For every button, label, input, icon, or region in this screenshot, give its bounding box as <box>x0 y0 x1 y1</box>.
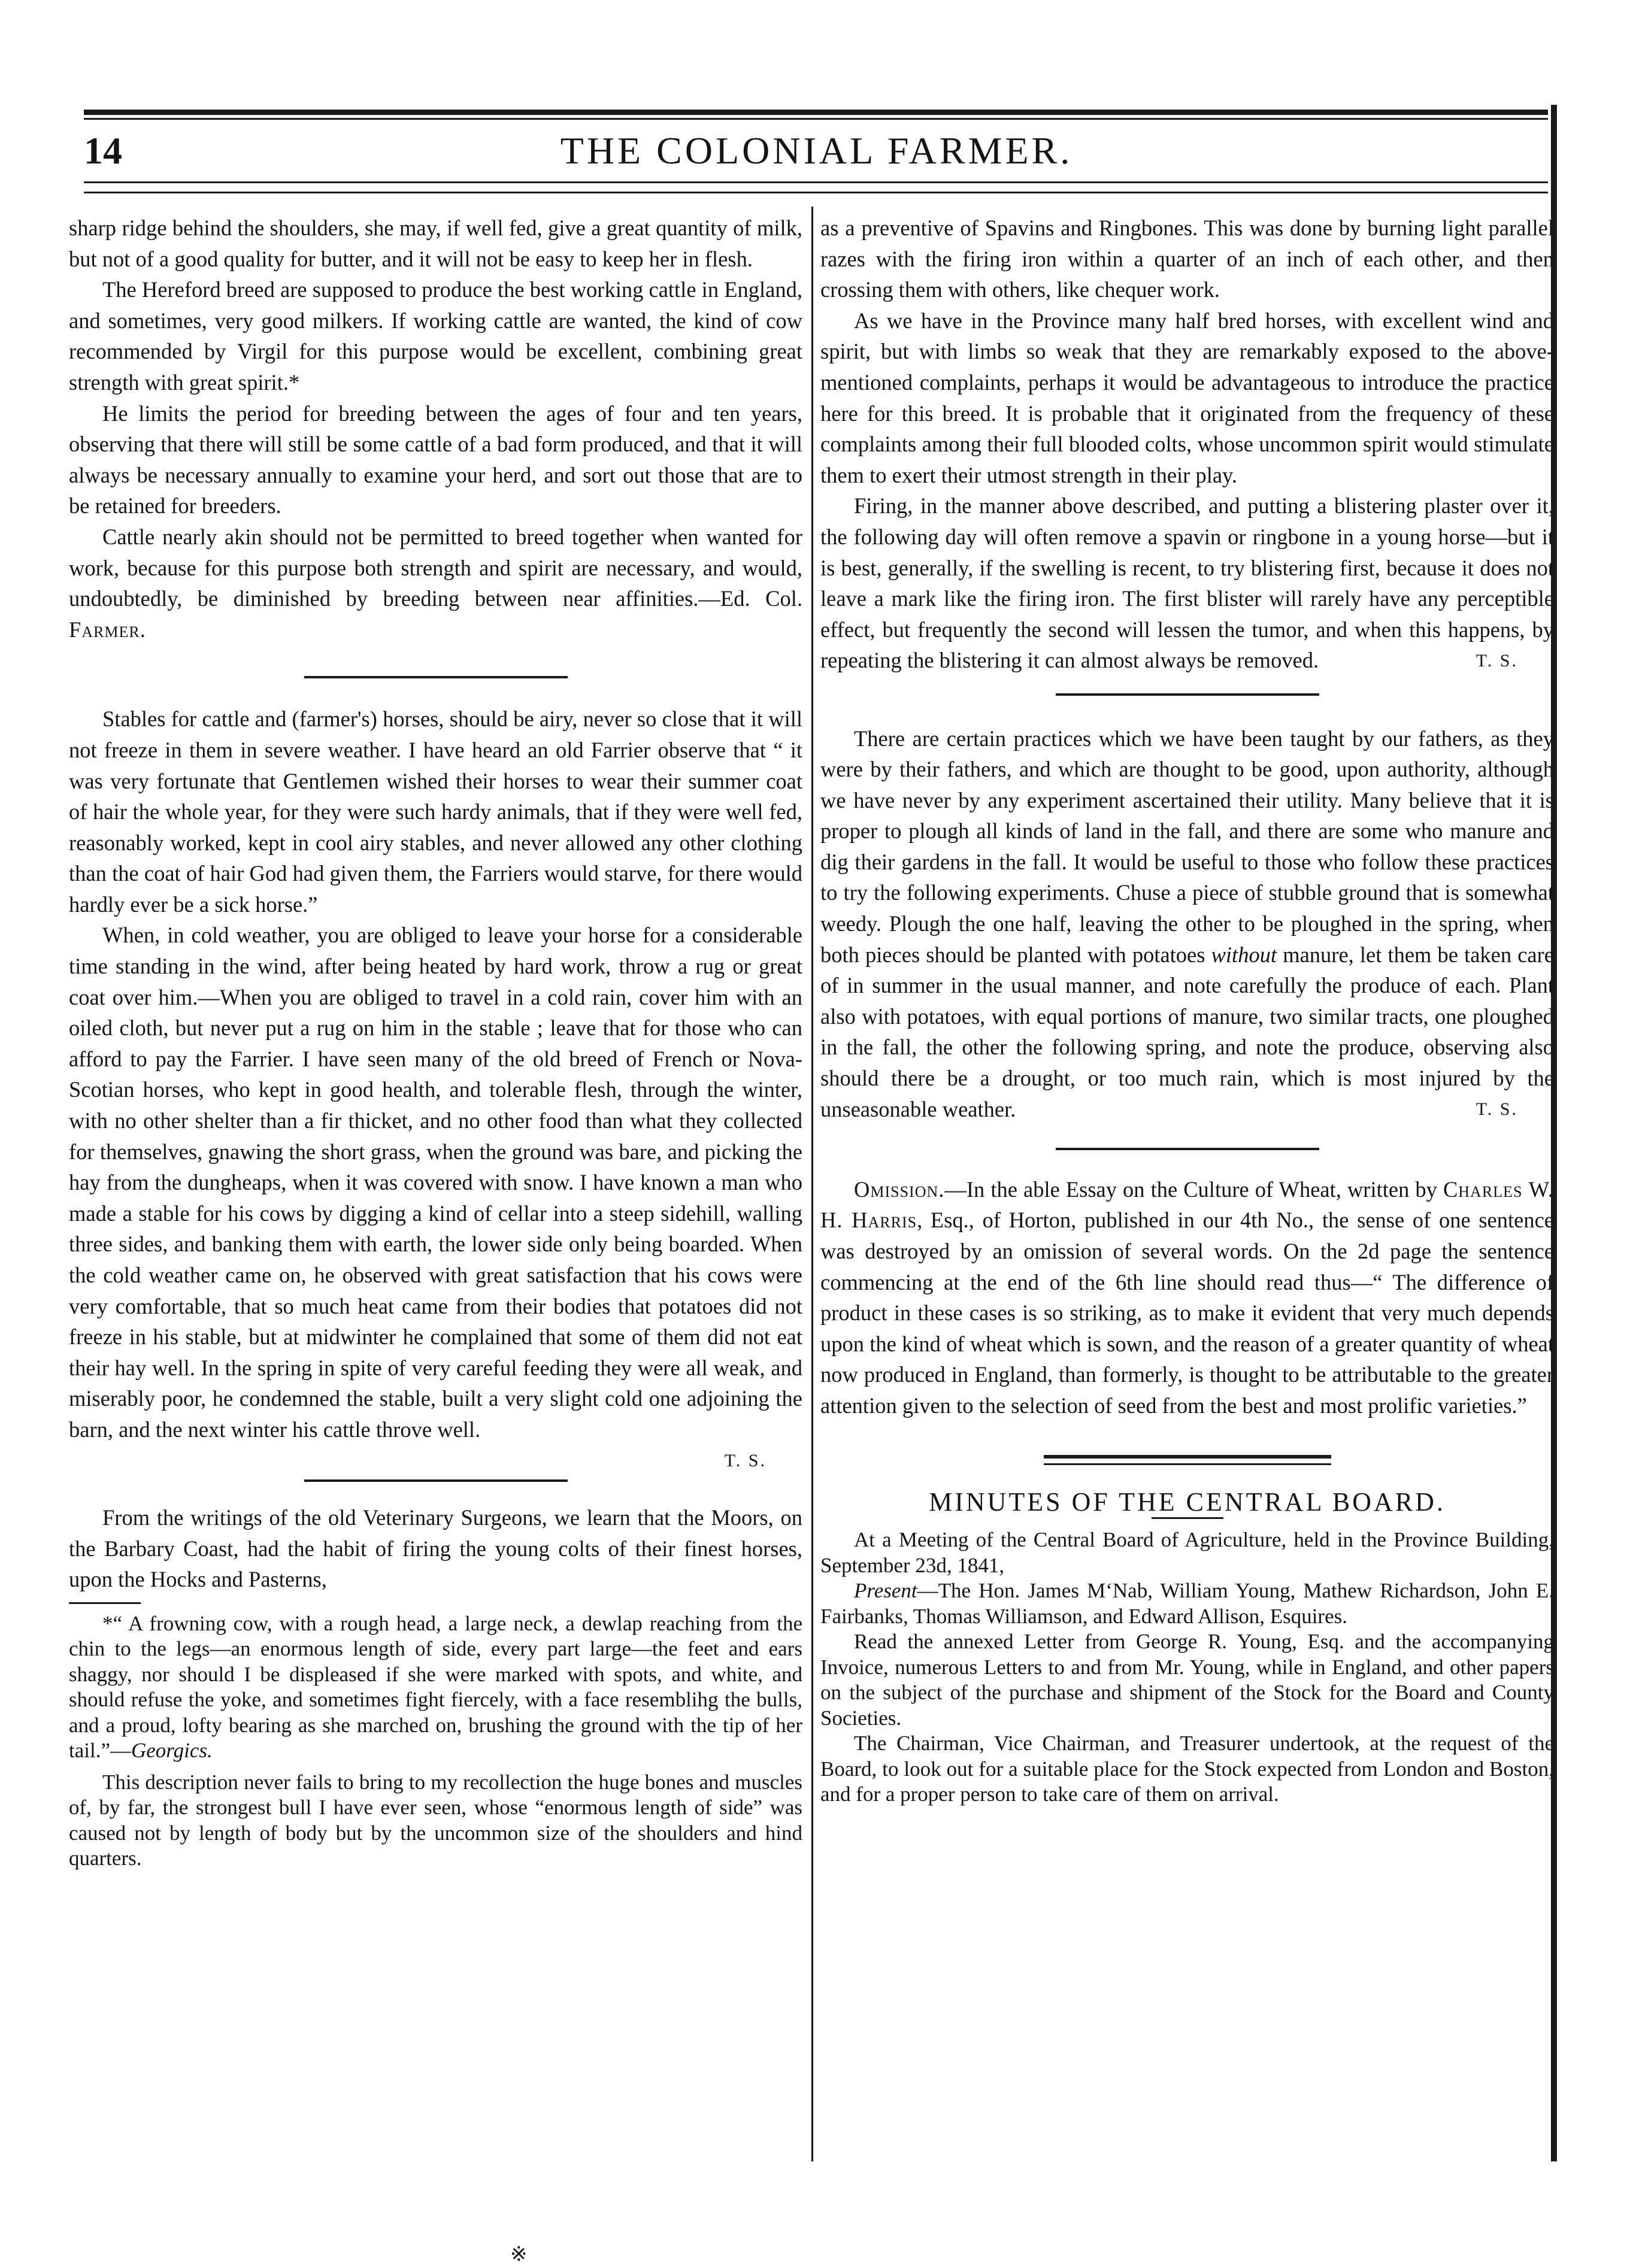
paragraph-text: —In the able Essay on the Culture of Wheat, written by <box>944 1177 1443 1202</box>
signature: T. S. <box>724 1450 766 1470</box>
running-title: THE COLONIAL FARMER. <box>560 129 1073 172</box>
paragraph-text: manure, let them be taken care of in summer in the usual manner, and note carefully the produce of each. Plant also with potatoes, with equal portions of manure, two similar tracts, one ploughed in the fall, the other the following spring, and note the produce, observing also should there be a drought, or too much rain, which is most injured by the unseasonable weather. <box>820 942 1554 1121</box>
printer-mark: ※ <box>510 2243 528 2266</box>
paragraph: Stables for cattle and (farmer's) horses, should be airy, never so close that it will not freeze in them in severe weather. I have heard an old Farrier observe that “ it was very fortunate that Gentlemen wished their horses to wear their summer coat of hair the whole year, for they were such hardy animals, that if they were well fed, reasonably worked, kept in cool airy stables, and never allowed any other clothing than the coat of hair God had given them, the Farriers would starve, for there would hardly ever be a sick horse.” <box>69 707 802 917</box>
heading-rule-thin <box>1044 1463 1331 1465</box>
paragraph: sharp ridge behind the shoulders, she may, if well fed, give a great quantity of milk, but not of a good quality for butter, and it will not be easy to keep her in flesh. <box>69 216 802 271</box>
editor-credit-smallcaps: Farmer. <box>69 617 146 642</box>
present-label: Present <box>854 1579 917 1603</box>
paragraph: Read the annexed Letter from George R. Young, Esq. and the accompanying Invoice, numerous Letters to and from Mr. Young, while in England, and other papers on the subject of the purchase and shipment of the Stock for the Board and County Societies. <box>820 1630 1554 1730</box>
footnote-source: Georgics. <box>131 1739 213 1763</box>
paragraph: From the writings of the old Veterinary Surgeons, we learn that the Moors, on the Barbary Coast, had the habit of firing the young colts of their finest horses, upon the Hocks and Pasterns, <box>69 1505 802 1592</box>
paragraph: Firing, in the manner above described, and putting a blistering plaster over it, the following day will often remove a spavin or ringbone in a young horse—but it is best, generally, if the swelling is recent, to try blistering first, because it does not leave a mark like the firing iron. The first blister will rarely have any perceptible effect, but frequently the second will lessen the tumor, and when this happens, by repeating the blistering it can almost always be removed. <box>820 493 1554 673</box>
right-column <box>820 213 1554 1808</box>
paragraph-text: Cattle nearly akin should not be permitted to breed together when wanted for work, because for this purpose both strength and spirit are necessary, and would, undoubtedly, be diminished by breeding between near affinities.— <box>69 524 802 611</box>
signature: T. S. <box>1476 1099 1518 1120</box>
section-heading: MINUTES OF THE CENTRAL BOARD. <box>929 1487 1446 1517</box>
paragraph-text: —The Hon. James M‘Nab, William Young, Mathew Richardson, John E. Fairbanks, Thomas Williamson, and Edward Allison, Esquires. <box>820 1579 1554 1628</box>
paragraph-text: , Esq., of Horton, published in our 4th No., the sense of one sentence was destroyed by an omission of several words. On the 2d page the sentence commencing at the end of the 6th line should read thus—“ The difference of product in these cases is so striking, as to make it evident that very much depends upon the kind of wheat which is sown, and the reason of a greater quantity of wheat now produced in England, than formerly, is thought to be attributable to the greater attention given to the selection of seed from the best and most prolific varieties.” <box>820 1208 1554 1418</box>
left-column <box>69 213 802 1872</box>
heading-underline <box>1152 1517 1223 1519</box>
paragraph: The Hereford breed are supposed to produce the best working cattle in England, and sometimes, very good milkers. If working cattle are wanted, the kind of cow recommended by Virgil for this purpose would be excellent, combining great strength with great spirit.* <box>69 277 802 395</box>
footnote-rule <box>69 1602 141 1604</box>
omission-lead: Omission. <box>854 1177 945 1202</box>
paragraph: When, in cold weather, you are obliged to leave your horse for a considerable time standing in the wind, after being heated by hard work, throw a rug or great coat over him.—When you are obliged to travel in a cold rain, cover him with an oiled cloth, but never put a rug on him in the stable ; leave that for those who can afford to pay the Farrier. I have seen many of the old breed of French or Nova-Scotian horses, who kept in good health, and tolerable flesh, through the winter, with no other shelter than a fir thicket, and no other food than what they collected for themselves, gnawing the short grass, when the ground was bare, and picking the hay from the dungheaps, when it was covered with snow. I have known a man who made a stable for his cows by digging a kind of cellar into a steep sidehill, walling three sides, and banking them with earth, the lower side only being boarded. When the cold weather came on, he observed with great satisfaction that his cows were very comfortable, that so much heat came from their bodies that potatoes did not freeze in his stable, but at midwinter he complained that some of them did not eat their hay well. In the spring in spite of very careful feeding they were all weak, and miserably poor, he condemned the stable, built a very slight cold one adjoining the barn, and the next winter his cattle throve well. <box>69 923 802 1442</box>
top-rule-thin <box>84 118 1548 120</box>
paragraph: He limits the period for breeding between the ages of four and ten years, observing that there will still be some cattle of a bad form produced, and that it will always be necessary annually to examine your herd, and sort out those that are to be retained for breeders. <box>69 401 802 519</box>
section-separator <box>304 676 568 678</box>
column-divider <box>811 207 813 2161</box>
italic-word: without <box>1211 942 1277 967</box>
footnote: This description never fails to bring to my recollection the huge bones and muscles of, by far, the strongest bull I have ever seen, whose “enormous length of side” was caused not by length of body but by the uncommon size of the shoulders and hind quarters. <box>69 1770 802 1870</box>
paragraph: The Chairman, Vice Chairman, and Treasurer undertook, at the request of the Board, to look out for a suitable place for the Stock expected from London and Boston, and for a proper person to take care of them on arrival. <box>820 1732 1554 1806</box>
author-name: Charles W. H. Harris <box>820 1177 1555 1233</box>
editor-credit: Ed. Col. <box>720 586 802 611</box>
header-rule-1 <box>84 181 1548 183</box>
heading-rule-thick <box>1044 1455 1331 1459</box>
section-separator <box>304 1479 568 1482</box>
paragraph <box>69 521 802 645</box>
minutes-block <box>820 1527 1554 1808</box>
paragraph: As we have in the Province many half bred horses, with excellent wind and spirit, but with limbs so weak that they are remarkably exposed to the above-mentioned complaints, perhaps it would be advantageous to introduce the practice here for this breed. It is probable that it originated from the frequency of these complaints among their full blooded colts, whose uncommon spirit would stimulate them to exert their utmost strength in their play. <box>820 308 1554 487</box>
page-number: 14 <box>84 129 122 172</box>
paragraph <box>820 723 1554 1125</box>
paragraph: At a Meeting of the Central Board of Agriculture, held in the Province Building, September 23d, 1841, <box>820 1528 1554 1577</box>
paragraph-omission <box>820 1174 1554 1421</box>
footnote <box>69 1611 802 1764</box>
signature: T. S. <box>1476 650 1518 671</box>
top-rule-thick <box>84 110 1548 115</box>
paragraph <box>820 1578 1554 1629</box>
header-rule-2 <box>84 192 1548 193</box>
paragraph-text: There are certain practices which we have been taught by our fathers, as they were by their fathers, and which are thought to be good, upon authority, although we have never by any experiment ascertained their utility. Many believe that it is proper to plough all kinds of land in the fall, and there are some who manure and dig their gardens in the fall. It would be useful to those who follow these practices to try the following experiments. Chuse a piece of stubble ground that is somewhat weedy. Plough the one half, leaving the other to be ploughed in the spring, when both pieces should be planted with potatoes <box>820 726 1554 967</box>
section-separator <box>1056 1148 1319 1150</box>
section-separator <box>1056 693 1319 696</box>
footnote-text: *“ A frowning cow, with a rough head, a large neck, a dewlap reaching from the chin to the legs—an enormous length of side, every part large—the feet and ears shaggy, nor should I be displeased if she were marked with spots, and white, and should refuse the yoke, and sometimes fight fiercely, with a face resemblihg the bulls, and a proud, lofty bearing as she marched on, brushing the ground with the tip of her tail.”— <box>69 1611 802 1763</box>
paragraph: as a preventive of Spavins and Ringbones. This was done by burning light parallel razes with the firing iron within a quarter of an inch of each other, and then crossing them with others, like chequer work. <box>820 216 1554 302</box>
